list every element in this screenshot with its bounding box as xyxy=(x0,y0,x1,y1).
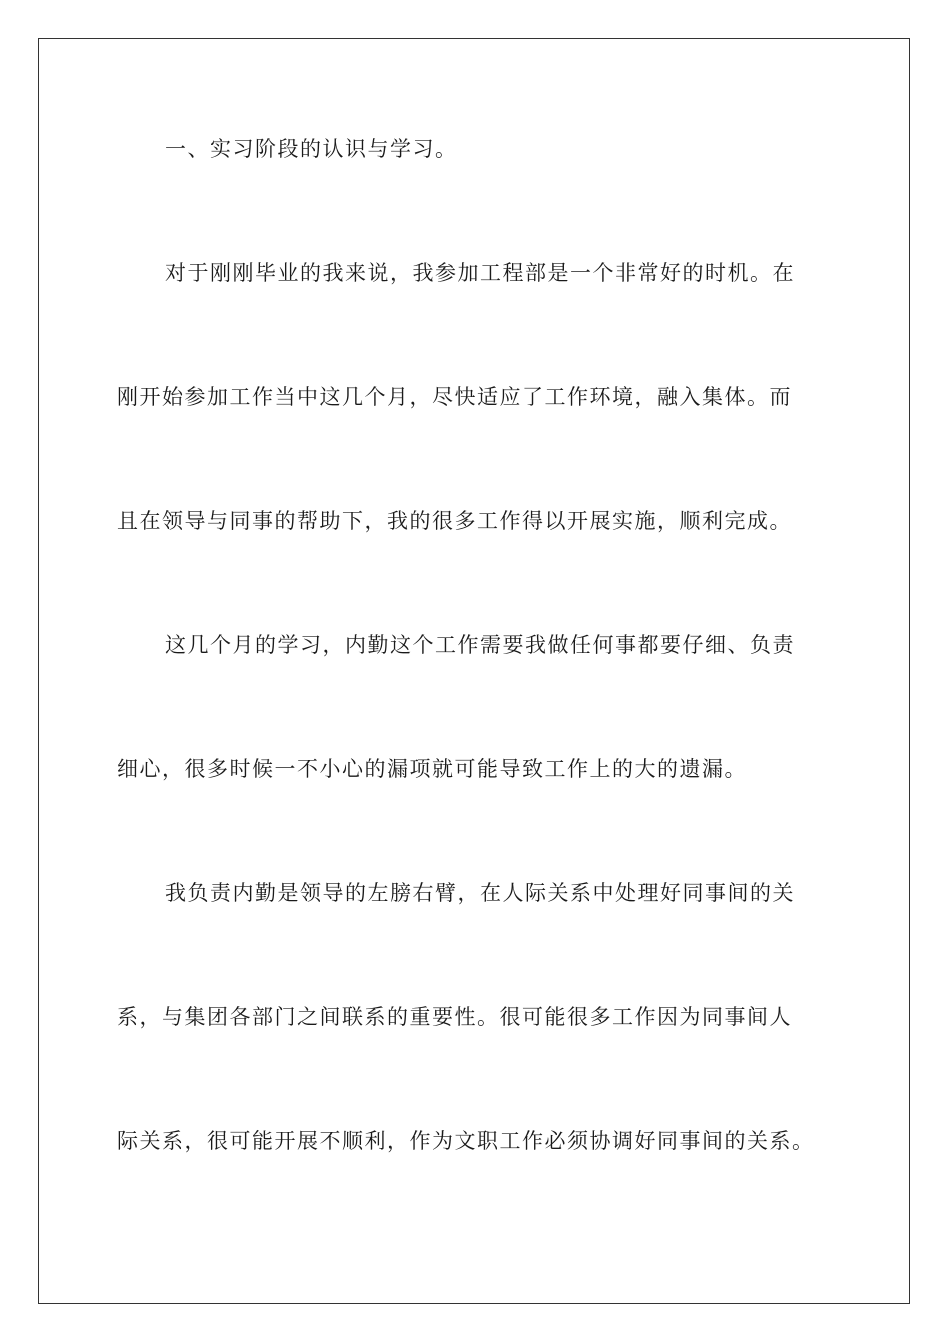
page-border xyxy=(38,38,910,1304)
section-heading: 一、实习阶段的认识与学习。 xyxy=(165,137,458,161)
paragraph-line: 系，与集团各部门之间联系的重要性。很可能很多工作因为同事间人 xyxy=(117,1005,792,1029)
paragraph-line: 这几个月的学习，内勤这个工作需要我做任何事都要仔细、负责 xyxy=(165,633,795,657)
paragraph-line: 对于刚刚毕业的我来说，我参加工程部是一个非常好的时机。在 xyxy=(165,261,795,285)
paragraph-line: 且在领导与同事的帮助下，我的很多工作得以开展实施，顺利完成。 xyxy=(117,509,792,533)
paragraph-line: 刚开始参加工作当中这几个月，尽快适应了工作环境，融入集体。而 xyxy=(117,385,792,409)
paragraph-line: 际关系，很可能开展不顺利，作为文职工作必须协调好同事间的关系。 xyxy=(117,1129,815,1153)
paragraph-line: 细心，很多时候一不小心的漏项就可能导致工作上的大的遗漏。 xyxy=(117,757,747,781)
paragraph-line: 我负责内勤是领导的左膀右臂，在人际关系中处理好同事间的关 xyxy=(165,881,795,905)
